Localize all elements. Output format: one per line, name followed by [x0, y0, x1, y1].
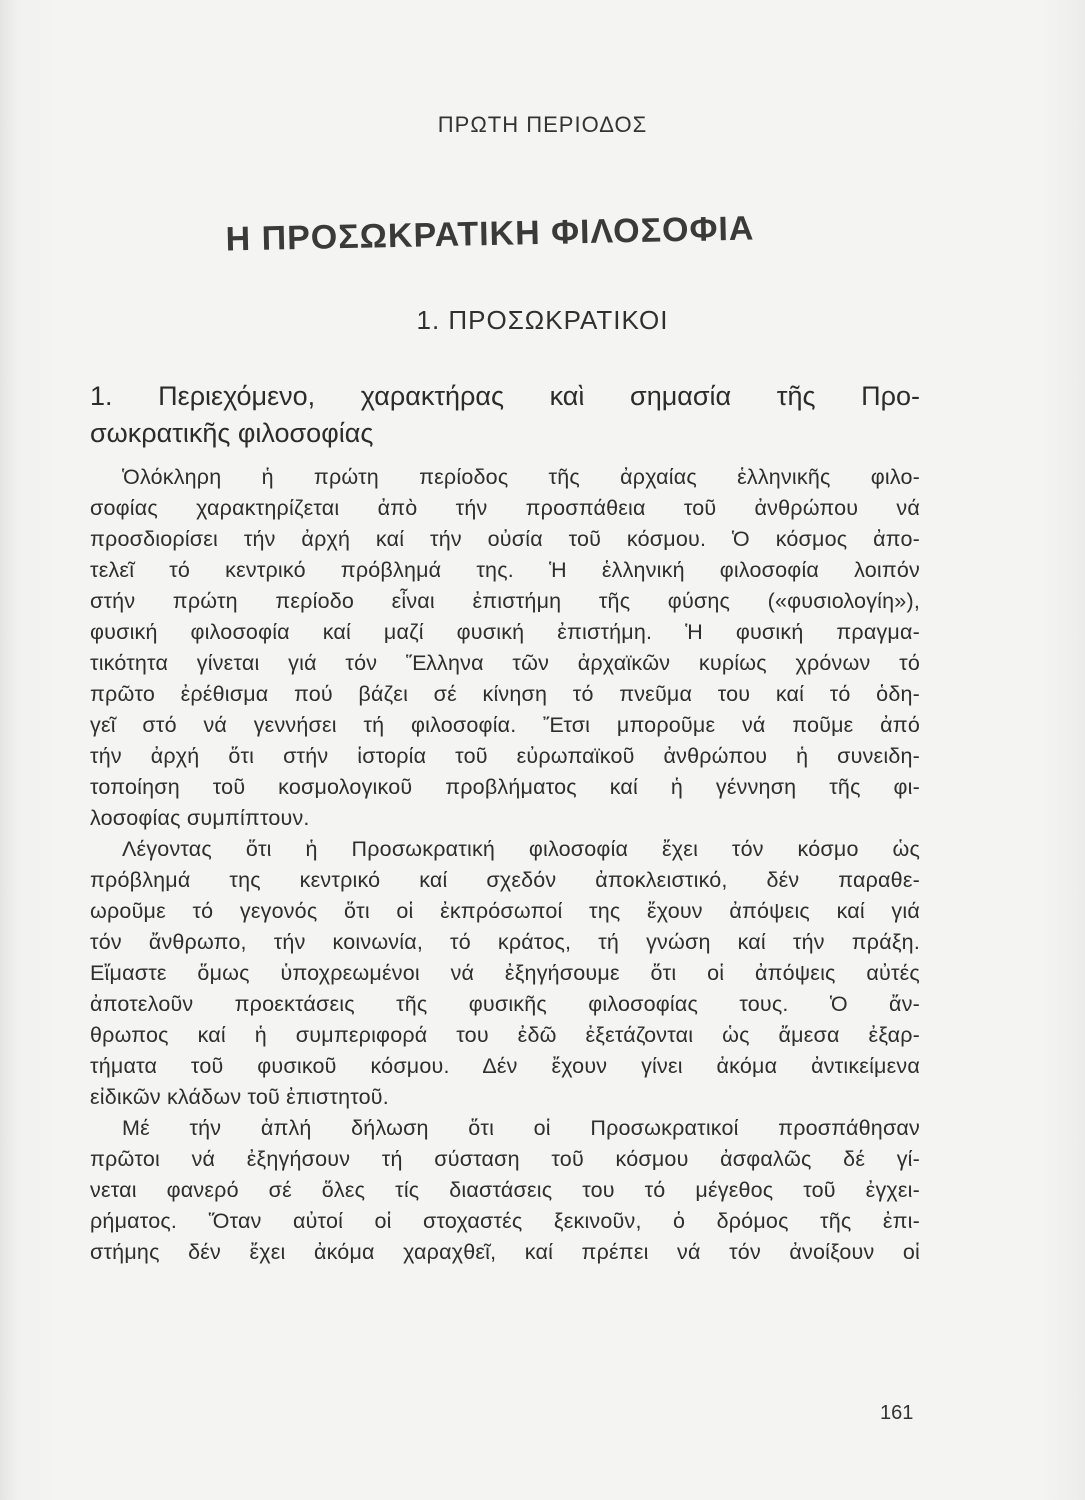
- text-line: προσδιορίσει τήν ἀρχή καί τήν οὐσία τοῦ κόσμου. Ὁ κόσμος ἀπο-: [90, 527, 920, 551]
- text-line: ρήματος. Ὅταν αὐτοί οἱ στοχαστές ξεκινοῦν, ὁ δρόμος τῆς ἐπι-: [90, 1209, 920, 1233]
- chapter-heading: 1. ΠΡΟΣΩΚΡΑΤΙΚΟΙ: [416, 305, 669, 335]
- text-line: πρόβλημά της κεντρικό καί σχεδόν ἀποκλειστικό, δέν παραθε-: [90, 868, 920, 892]
- text-line: στήν πρώτη περίοδο εἶναι ἐπιστήμη τῆς φύσης («φυσιολογίη»),: [90, 589, 920, 613]
- text-line: Εἴμαστε ὅμως ὑποχρεωμένοι νά ἐξηγήσουμε ὅτι οἱ ἀπόψεις αὐτές: [90, 961, 920, 985]
- body-text: [90, 462, 920, 1268]
- text-line: τελεῖ τό κεντρικό πρόβλημά της. Ἡ ἑλληνική φιλοσοφία λοιπόν: [90, 558, 920, 582]
- text-line: τήματα τοῦ φυσικοῦ κόσμου. Δέν ἔχουν γίνει ἀκόμα ἀντικείμενα: [90, 1054, 920, 1078]
- text-line: Ὁλόκληρη ἡ πρώτη περίοδος τῆς ἀρχαίας ἑλληνικῆς φιλο-: [122, 465, 920, 489]
- period-heading: ΠΡΩΤΗ ΠΕΡΙΟΔΟΣ: [437, 112, 648, 137]
- text-line: φυσική φιλοσοφία καί μαζί φυσική ἐπιστήμη. Ἡ φυσική πραγμα-: [90, 620, 920, 644]
- text-line: πρῶτο ἐρέθισμα πού βάζει σέ κίνηση τό πνεῦμα του καί τό ὁδη-: [90, 682, 920, 706]
- text-line: λοσοφίας συμπίπτουν.: [90, 806, 310, 830]
- text-line: γεῖ στό νά γεννήσει τή φιλοσοφία. Ἔτσι μποροῦμε νά ποῦμε ἀπό: [90, 713, 920, 737]
- text-line: τικότητα γίνεται γιά τόν Ἕλληνα τῶν ἀρχαϊκῶν κυρίως χρόνων τό: [90, 651, 920, 675]
- section-heading-line: 1. Περιεχόμενο, χαρακτήρας καὶ σημασία τῆς Προ-: [90, 381, 920, 411]
- text-line: στήμης δέν ἔχει ἀκόμα χαραχθεῖ, καί πρέπει νά τόν ἀνοίξουν οἱ: [90, 1240, 920, 1264]
- text-line: Μέ τήν ἁπλή δήλωση ὅτι οἱ Προσωκρατικοί προσπάθησαν: [122, 1116, 920, 1140]
- text-line: πρῶτοι νά ἐξηγήσουν τή σύσταση τοῦ κόσμου ἀσφαλῶς δέ γί-: [90, 1147, 920, 1171]
- text-line: Λέγοντας ὅτι ἡ Προσωκρατική φιλοσοφία ἔχει τόν κόσμο ὡς: [122, 837, 920, 861]
- section-heading-line: σωκρατικῆς φιλοσοφίας: [90, 418, 374, 448]
- text-line: νεται φανερό σέ ὅλες τίς διαστάσεις του τό μέγεθος τοῦ ἐγχει-: [90, 1178, 920, 1202]
- text-line: τοποίηση τοῦ κοσμολογικοῦ προβλήματος καί ἡ γέννηση τῆς φι-: [90, 775, 920, 799]
- page-number: 161: [880, 1402, 914, 1424]
- section-heading: [90, 378, 920, 452]
- text-line: σοφίας χαρακτηρίζεται ἀπὸ τήν προσπάθεια τοῦ ἀνθρώπου νά: [90, 496, 920, 520]
- text-line: θρωπος καί ἡ συμπεριφορά του ἐδῶ ἐξετάζονται ὡς ἄμεσα ἐξαρ-: [90, 1023, 920, 1047]
- text-line: τόν ἄνθρωπο, τήν κοινωνία, τό κράτος, τή γνώση καί τήν πράξη.: [90, 930, 920, 954]
- text-line: εἰδικῶν κλάδων τοῦ ἐπιστητοῦ.: [90, 1085, 389, 1109]
- text-line: ωροῦμε τό γεγονός ὅτι οἱ ἐκπρόσωποί της ἔχουν ἀπόψεις καί γιά: [90, 899, 920, 923]
- text-line: ἀποτελοῦν προεκτάσεις τῆς φυσικῆς φιλοσοφίας τους. Ὁ ἄν-: [90, 992, 920, 1016]
- text-line: τήν ἀρχή ὅτι στήν ἱστορία τοῦ εὐρωπαϊκοῦ ἀνθρώπου ἡ συνειδη-: [90, 744, 920, 768]
- main-title: Η ΠΡΟΣΩΚΡΑΤΙΚΗ ΦΙΛΟΣΟΦΙΑ: [225, 209, 755, 259]
